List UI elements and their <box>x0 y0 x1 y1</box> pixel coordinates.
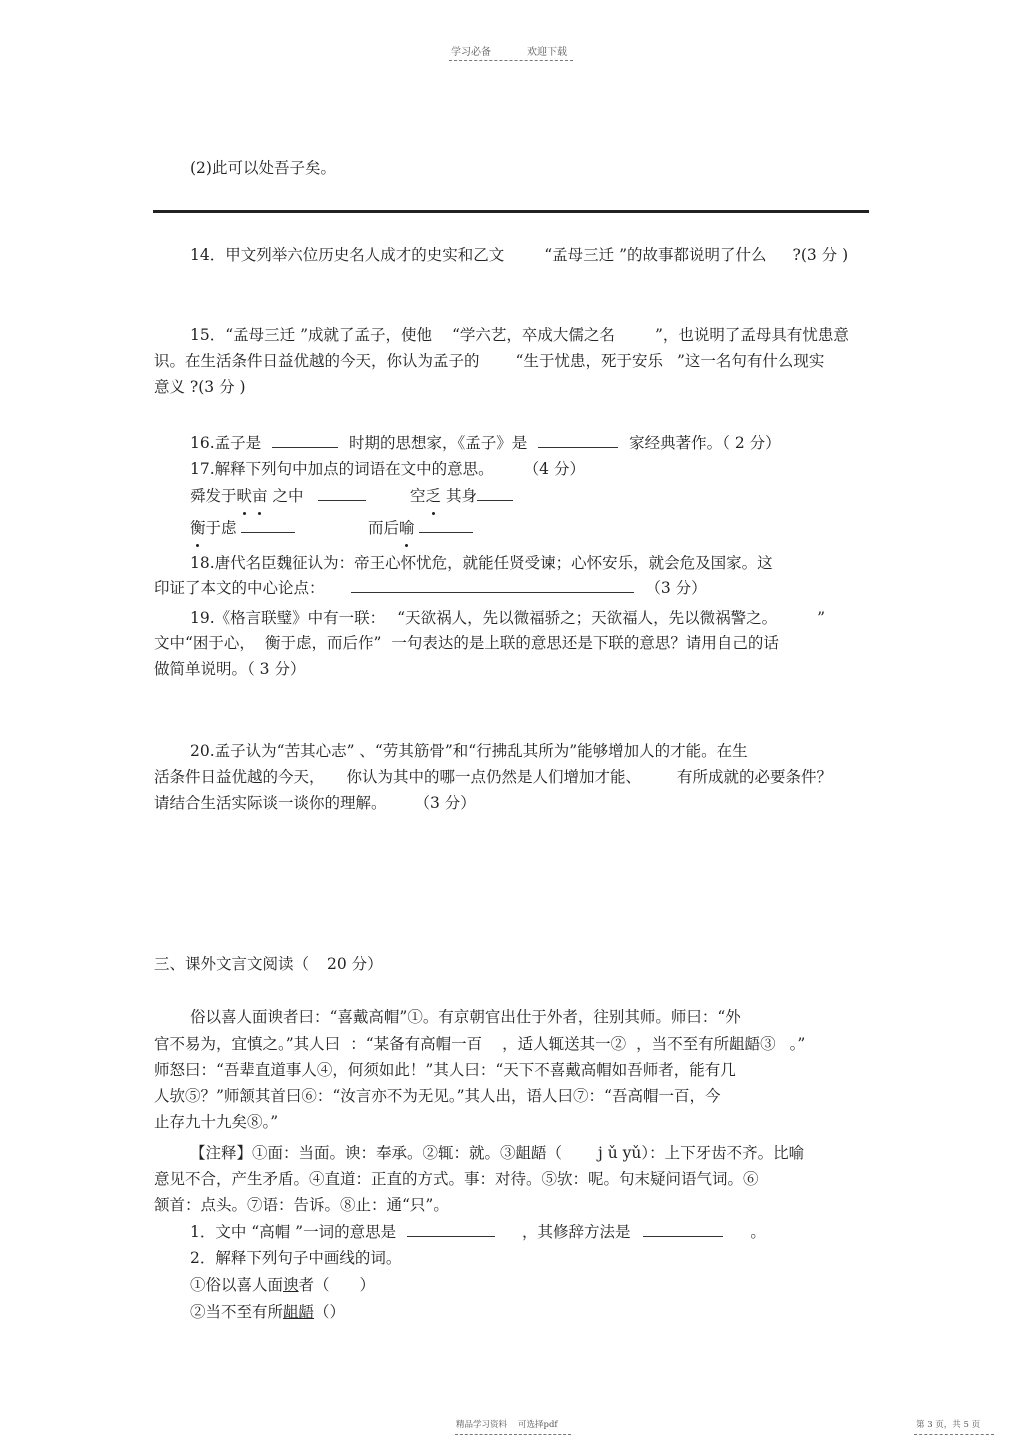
question-17-row-1b <box>410 483 513 509</box>
question-17-row-2 <box>190 515 295 541</box>
passage-line-2 <box>154 1031 805 1057</box>
notes-line-1 <box>190 1140 804 1166</box>
q19-l1b: “天欲祸人，先以微福骄之；天欲福人，先以微祸警之。 <box>397 609 778 627</box>
notes-line-2: 意见不合，产生矛盾。④直道：正直的方式。事：对待。⑤欤：呢。句末疑问语气词。⑥ <box>154 1170 759 1188</box>
question-16 <box>190 430 781 456</box>
footer-left-text-a: 精品学习资料 <box>456 1420 508 1430</box>
q17-blank-3[interactable] <box>241 517 295 533</box>
question-15-line-3: 意义 ?(3 分 ) <box>154 378 246 396</box>
q18-blank[interactable] <box>351 577 634 593</box>
question-18-line-2 <box>154 575 707 601</box>
q16-blank-2[interactable] <box>538 432 618 448</box>
q18-l2b: （3 分） <box>645 579 707 597</box>
q18-l2a: 印证了本文的中心论点： <box>154 579 325 597</box>
q16-part-a: 16.孟子是 <box>190 434 262 452</box>
question-20-line-2 <box>154 764 832 790</box>
passage-line-4: 人欤⑤？”师颔其首曰⑥：“汝言亦不为无见。”其人出，语人曰⑦：“吾高帽一百，今 <box>154 1087 721 1105</box>
q17-blank-2[interactable] <box>477 485 513 501</box>
header-right-text: 欢迎下载 <box>527 47 567 58</box>
q19-l1c: ” <box>817 609 826 627</box>
q19-l2a: 文中“困于心， <box>154 634 255 652</box>
q15-l2a: 识。在生活条件日益优越的今天，你认为孟子的 <box>154 352 480 370</box>
q14-part-a: 14．甲文列举六位历史名人成才的史实和乙文 <box>190 246 505 264</box>
passage-l2a: 官不易为，宜慎之。”其人曰 <box>154 1035 341 1053</box>
ex2-item1-underlined: 谀 <box>283 1276 299 1294</box>
notes-l1b: j ǔ yǔ）：上下牙齿不齐。比喻 <box>598 1144 805 1162</box>
q15-l2c: ”这一名句有什么现实 <box>676 352 825 370</box>
q17-item1-post: 之中 <box>272 487 304 505</box>
q15-l2b: “生于忧患，死于安乐 <box>515 352 663 370</box>
question-14 <box>190 242 848 268</box>
q17-item1-pre: 舜发于 <box>190 487 237 505</box>
question-17-title <box>190 456 585 482</box>
section-3-score: 20 分） <box>327 955 383 973</box>
ex1-part-c: 。 <box>750 1223 766 1241</box>
q20-l3b: （3 分） <box>414 794 476 812</box>
footer-right-dashed-line <box>914 1434 994 1435</box>
q20-l2b: 你认为其中的哪一点仍然是人们增加才能、 <box>346 768 642 786</box>
ex2-item2-pre: ②当不至有所 <box>190 1303 284 1321</box>
question-15-line-1 <box>190 322 849 348</box>
footer-left-dashed-line <box>455 1434 571 1435</box>
q17-item1-dot-1: 畎 <box>237 483 253 509</box>
q19-l1a: 19.《格言联璧》中有一联： <box>190 609 386 627</box>
prev-item-2: (2)此可以处吾子矣。 <box>190 159 336 177</box>
q17-item4-pre: 而后 <box>368 519 400 537</box>
ex1-blank-2[interactable] <box>643 1221 723 1237</box>
q15-l1a: 15．“孟母三迁 ”成就了孟子，使他 <box>190 326 432 344</box>
ex2-item2-underlined: 龃龉 <box>283 1303 315 1321</box>
q20-l2c: 有所成就的必要条件？ <box>677 768 833 786</box>
notes-l1a: 【注释】①面：当面。谀：奉承。②辄：就。③龃龉（ <box>190 1144 563 1162</box>
q20-l3a: 请结合生活实际谈一谈你的理解。 <box>154 794 387 812</box>
question-20-line-3 <box>154 790 476 816</box>
q14-score: ?(3 分 ) <box>792 246 849 264</box>
q19-l2c: 一句表达的是上联的意思还是下联的意思？请用自己的话 <box>391 634 779 652</box>
exercise-2-title: 2．解释下列句子中画线的词。 <box>190 1249 402 1267</box>
q17-blank-1[interactable] <box>318 485 366 501</box>
section-3-heading <box>154 951 383 977</box>
q16-part-b: 时期的思想家，《孟子》是 <box>349 434 528 452</box>
passage-l2b: ：“某备有高帽一百 <box>350 1035 483 1053</box>
q17-item1-dot-2: 亩 <box>252 483 268 509</box>
q19-l2b: 衡于虑，而后作” <box>264 634 382 652</box>
q17-item3-post: 于虑 <box>205 519 237 537</box>
passage-line-1: 俗以喜人面谀者曰：“喜戴高帽”①。有京朝官出仕于外者，往别其师。师曰：“外 <box>190 1008 741 1026</box>
q16-part-c: 家经典著作。（ 2 分） <box>629 434 781 452</box>
q17-item2-pre: 空 <box>410 487 426 505</box>
ex1-part-a: 1．文中 “高帽 ”一词的意思是 <box>190 1223 397 1241</box>
q17-blank-4[interactable] <box>419 517 473 533</box>
passage-line-3: 师怒曰：“吾辈直道事人④，何须如此！”其人曰：“天下不喜戴高帽如吾师者，能有几 <box>154 1061 736 1079</box>
exercise-2-item-2 <box>190 1299 345 1325</box>
ex2-item2-post: （） <box>314 1303 346 1321</box>
q17-title: 17.解释下列句中加点的词语在文中的意思。 <box>190 460 494 478</box>
ex2-item1-close: ） <box>359 1276 376 1294</box>
q16-blank-1[interactable] <box>272 432 338 448</box>
passage-l2e: 。” <box>789 1035 806 1053</box>
passage-line-5: 止存九十九矣⑧。” <box>154 1113 279 1131</box>
exercise-2-item-1 <box>190 1272 375 1298</box>
q15-l1b: “学六艺，卒成大儒之名 <box>452 326 615 344</box>
q17-item3-dot: 衡 <box>190 515 206 541</box>
q17-score: （4 分） <box>523 460 585 478</box>
answer-rule <box>153 210 869 213</box>
question-15-line-2 <box>154 348 824 374</box>
footer-left-text-b: 可选择pdf <box>518 1420 558 1430</box>
q17-item2-dot: 乏 <box>426 483 442 509</box>
question-19-line-2 <box>154 630 779 656</box>
question-20-line-1: 20.孟子认为“苦其心志” 、“劳其筋骨”和“行拂乱其所为”能够增加人的才能。在生 <box>190 742 748 760</box>
notes-line-3: 颔首：点头。⑦语：告诉。⑧止：通“只”。 <box>154 1196 449 1214</box>
question-17-row-1 <box>190 483 366 509</box>
passage-l2c: ，适人辄送其一② <box>502 1035 627 1053</box>
exercise-1 <box>190 1219 766 1245</box>
q17-item2-post: 其身 <box>445 487 477 505</box>
question-17-row-2b <box>368 515 473 541</box>
question-18-line-1: 18.唐代名臣魏征认为：帝王心怀忧危，就能任贤受谏；心怀安乐，就会危及国家。这 <box>190 554 773 572</box>
section-3-title: 三、课外文言文阅读（ <box>154 955 310 973</box>
header-dashed-line <box>449 60 573 61</box>
q14-part-b: “孟母三迁 ”的故事都说明了什么 <box>544 246 767 264</box>
question-19-line-3: 做简单说明。（ 3 分） <box>154 660 306 678</box>
ex1-blank-1[interactable] <box>407 1221 495 1237</box>
ex2-item1-post: 者（ <box>298 1276 330 1294</box>
ex1-part-b: ，其修辞方法是 <box>521 1223 631 1241</box>
q20-l2a: 活条件日益优越的今天， <box>154 768 325 786</box>
passage-l2d: ，当不至有所龃龉③ <box>636 1035 776 1053</box>
q17-item4-dot: 喻 <box>399 515 415 541</box>
q15-l1c: ”，也说明了孟母具有忧患意 <box>654 326 849 344</box>
question-19-line-1 <box>190 605 825 631</box>
ex2-item1-pre: ①俗以喜人面 <box>190 1276 284 1294</box>
header-left-text: 学习必备 <box>451 47 491 58</box>
footer-page-number: 第 3 页，共 5 页 <box>916 1420 981 1430</box>
